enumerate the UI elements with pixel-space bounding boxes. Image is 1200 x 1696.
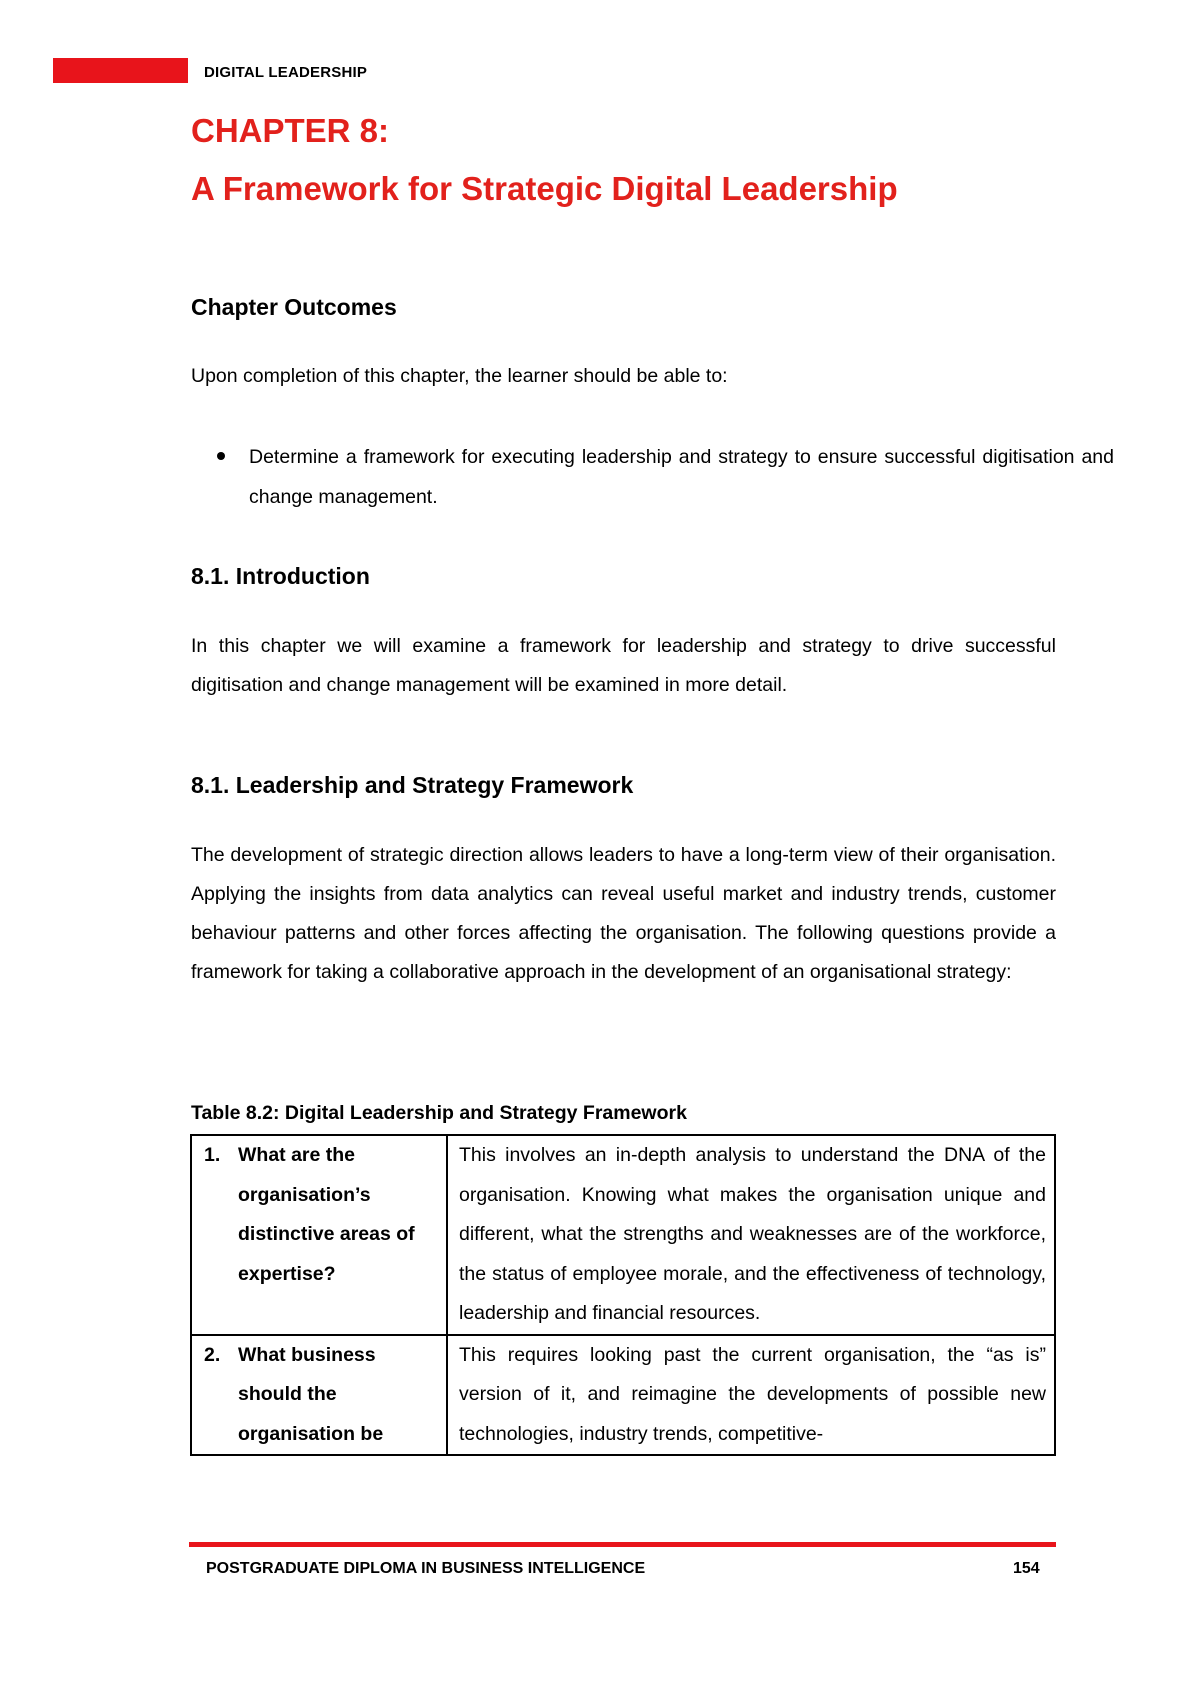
footer-divider (189, 1542, 1056, 1547)
running-header: DIGITAL LEADERSHIP (204, 64, 368, 81)
list-item: Determine a framework for executing leadership and strategy to ensure successful digitisation and change management. (249, 437, 1114, 517)
introduction-heading: 8.1. Introduction (191, 563, 370, 589)
introduction-text: In this chapter we will examine a framework for leadership and strategy to drive successful digitisation and change management will be examined in more detail. (191, 635, 1056, 696)
question-text: What business should the organisation be (238, 1343, 384, 1445)
outcomes-intro: Upon completion of this chapter, the learner should be able to: (191, 365, 728, 387)
framework-heading: 8.1. Leadership and Strategy Framework (191, 772, 634, 798)
page-number: 154 (1013, 1560, 1040, 1577)
table-caption: Table 8.2: Digital Leadership and Strategy Framework (191, 1102, 687, 1124)
outcomes-heading: Chapter Outcomes (191, 294, 397, 320)
outcomes-list (191, 437, 1114, 517)
bullet-icon (217, 452, 225, 460)
answer-cell: This involves an in-depth analysis to understand the DNA of the organisation. Knowing what makes the organisation unique and different, what the strengths and weaknesses are of the workforce, the status of employee morale, and the effectiveness of technology, leadership and financial resources. (447, 1135, 1055, 1335)
footer-title: POSTGRADUATE DIPLOMA IN BUSINESS INTELLIGENCE (206, 1560, 646, 1577)
question-cell (191, 1335, 447, 1456)
row-number: 2. (204, 1343, 221, 1366)
row-number: 1. (204, 1144, 221, 1166)
chapter-title: A Framework for Strategic Digital Leadership (191, 170, 898, 207)
table-row (191, 1335, 1055, 1456)
framework-table (190, 1134, 1056, 1456)
question-text: What are the organisation’s distinctive areas of expertise? (238, 1144, 415, 1285)
header-accent-bar (53, 58, 188, 83)
framework-text: The development of strategic direction allows leaders to have a long-term view of their organisation. Applying the insights from data analytics can reveal useful market and industry trends, customer behaviour patterns and other forces affecting the organisation. The following questions provide a framework for taking a collaborative approach in the development of an organisational strategy: (191, 844, 1056, 983)
answer-cell: This requires looking past the current organisation, the “as is” version of it, and reimagine the developments of possible new technologies, industry trends, competitive- (447, 1335, 1055, 1456)
question-cell (191, 1135, 447, 1335)
table-row (191, 1135, 1055, 1335)
chapter-number: CHAPTER 8: (191, 112, 390, 149)
